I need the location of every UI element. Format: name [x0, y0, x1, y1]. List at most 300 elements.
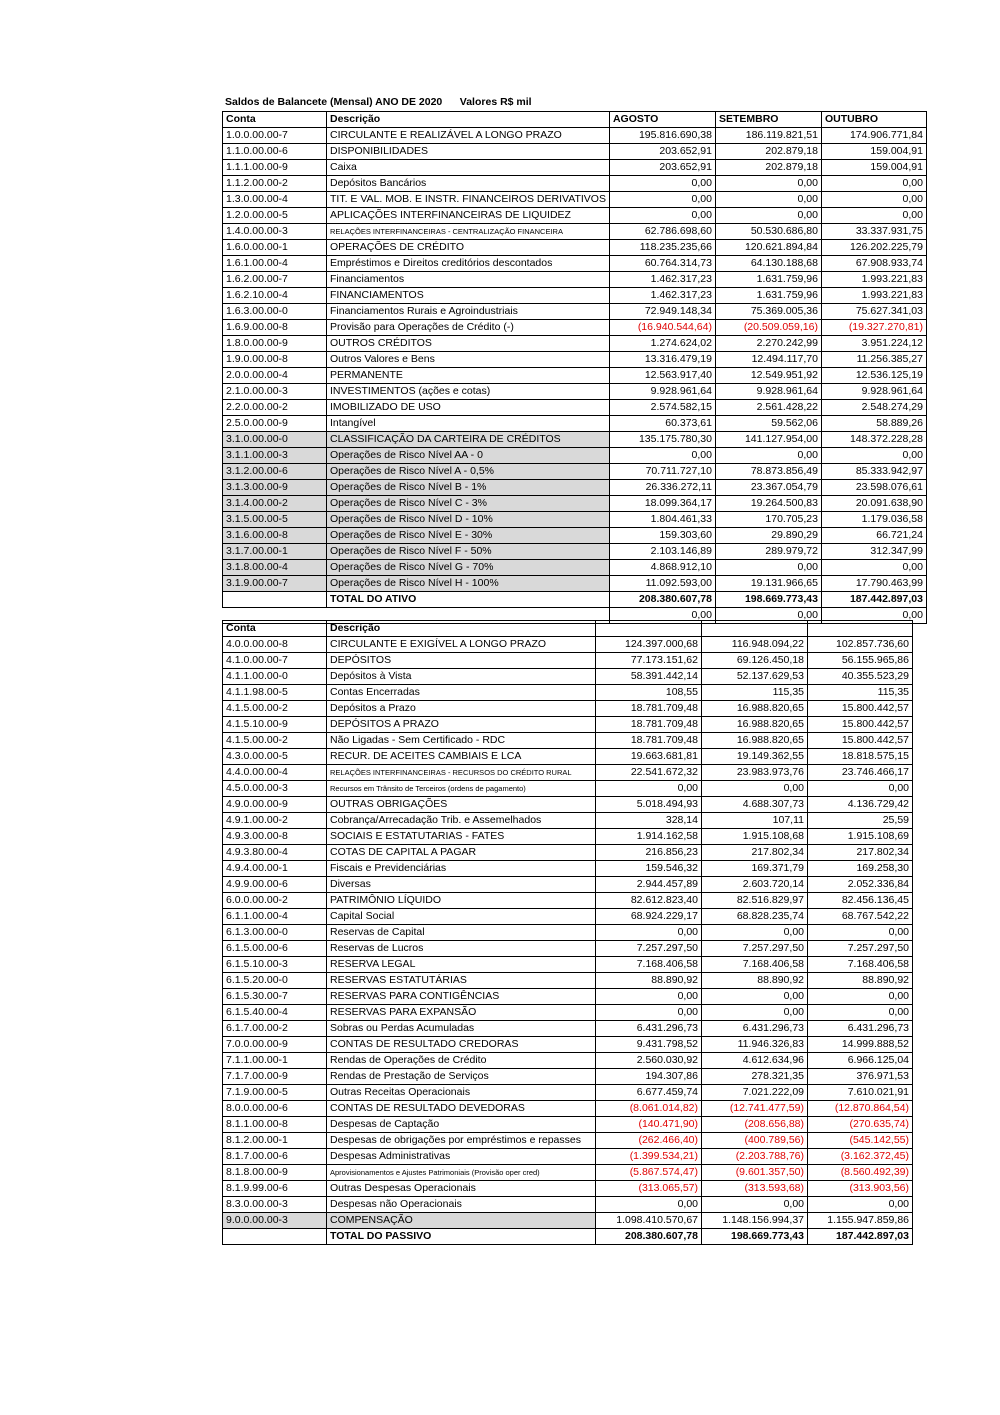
account-description: Fiscais e Previdenciárias [327, 861, 596, 877]
account-code: 8.0.0.00.00-6 [223, 1101, 327, 1117]
month-value: 0,00 [702, 1197, 808, 1213]
month-value: 115,35 [702, 685, 808, 701]
month-value: 68.828.235,74 [702, 909, 808, 925]
month-value: 60.764.314,73 [609, 256, 715, 272]
ativo-table [222, 111, 927, 624]
account-code [223, 592, 327, 608]
account-code: 4.1.1.98.00-5 [223, 685, 327, 701]
month-value: 12.563.917,40 [609, 368, 715, 384]
account-code: 4.9.9.00.00-6 [223, 877, 327, 893]
account-code: 8.1.9.99.00-6 [223, 1181, 327, 1197]
account-description: CONTAS DE RESULTADO CREDORAS [327, 1037, 596, 1053]
column-header: SETEMBRO [715, 112, 821, 128]
account-code: 7.1.7.00.00-9 [223, 1069, 327, 1085]
month-value: 16.988.820,65 [702, 701, 808, 717]
account-description: Outras Despesas Operacionais [327, 1181, 596, 1197]
account-code: 1.6.1.00.00-4 [223, 256, 327, 272]
column-header: Descrição [327, 621, 596, 637]
month-value: 23.746.466,17 [808, 765, 913, 781]
month-value: 7.168.406,58 [702, 957, 808, 973]
account-description: Depósitos Bancários [327, 176, 610, 192]
month-value: (12.870.864,54) [808, 1101, 913, 1117]
month-value: 115,35 [808, 685, 913, 701]
month-value: 25,59 [808, 813, 913, 829]
account-description: Aprovisionamentos e Ajustes Patrimoniais (Provisão oper cred) [327, 1165, 596, 1181]
account-description: RESERVAS ESTATUTÁRIAS [327, 973, 596, 989]
month-value: 19.663.681,81 [596, 749, 702, 765]
month-value: 58.889,26 [821, 416, 926, 432]
table-row [223, 144, 927, 160]
table-row [223, 160, 927, 176]
account-description: Operações de Risco Nível B - 1% [327, 480, 610, 496]
table-row [223, 1037, 913, 1053]
account-description: PATRIMÔNIO LÍQUIDO [327, 893, 596, 909]
month-value: (1.399.534,21) [596, 1149, 702, 1165]
account-code: 4.4.0.00.00-4 [223, 765, 327, 781]
month-value: 1.462.317,23 [609, 288, 715, 304]
table-row [223, 717, 913, 733]
month-value: 2.561.428,22 [715, 400, 821, 416]
month-value: (270.635,74) [808, 1117, 913, 1133]
account-description: OUTROS CRÉDITOS [327, 336, 610, 352]
month-value: 1.462.317,23 [609, 272, 715, 288]
month-value: 1.274.624,02 [609, 336, 715, 352]
account-code: 1.2.0.00.00-5 [223, 208, 327, 224]
table-row [223, 352, 927, 368]
account-description: RELAÇÕES INTERFINANCEIRAS - CENTRALIZAÇÃO FINANCEIRA [327, 224, 610, 240]
account-code: 4.0.0.00.00-8 [223, 637, 327, 653]
table-row [223, 496, 927, 512]
month-value: 1.179.036,58 [821, 512, 926, 528]
month-value: 13.316.479,19 [609, 352, 715, 368]
account-code: 1.9.0.00.00-8 [223, 352, 327, 368]
month-value: 195.816.690,38 [609, 128, 715, 144]
month-value: 26.336.272,11 [609, 480, 715, 496]
month-value: 0,00 [715, 448, 821, 464]
table-row [223, 749, 913, 765]
account-code: 1.6.0.00.00-1 [223, 240, 327, 256]
month-value: 68.767.542,22 [808, 909, 913, 925]
column-header: Descrição [327, 112, 610, 128]
month-value: 11.946.326,83 [702, 1037, 808, 1053]
month-value: 1.631.759,96 [715, 288, 821, 304]
account-description: APLICAÇÕES INTERFINANCEIRAS DE LIQUIDEZ [327, 208, 610, 224]
table-row [223, 989, 913, 1005]
account-code: 1.1.2.00.00-2 [223, 176, 327, 192]
table-row [223, 925, 913, 941]
account-code: 4.1.5.10.00-9 [223, 717, 327, 733]
month-value: 0,00 [609, 208, 715, 224]
month-value: 0,00 [609, 448, 715, 464]
month-value: 88.890,92 [808, 973, 913, 989]
month-value: 11.092.593,00 [609, 576, 715, 592]
month-value: (545.142,55) [808, 1133, 913, 1149]
month-value: 6.966.125,04 [808, 1053, 913, 1069]
account-description: Operações de Risco Nível AA - 0 [327, 448, 610, 464]
table-row [223, 765, 913, 781]
month-value: 0,00 [808, 1197, 913, 1213]
table-row [223, 637, 913, 653]
table-row [223, 432, 927, 448]
account-description: Recursos em Trânsito de Terceiros (ordens de pagamento) [327, 781, 596, 797]
month-value: 1.098.410.570,67 [596, 1213, 702, 1229]
month-value: 159.546,32 [596, 861, 702, 877]
account-code: 1.6.2.10.00-4 [223, 288, 327, 304]
account-description: Despesas Administrativas [327, 1149, 596, 1165]
table-row [223, 1053, 913, 1069]
account-code: 3.1.4.00.00-2 [223, 496, 327, 512]
account-code: 6.1.5.40.00-4 [223, 1005, 327, 1021]
month-value: 19.149.362,55 [702, 749, 808, 765]
table-row [223, 304, 927, 320]
month-value: 60.373,61 [609, 416, 715, 432]
account-code: 3.1.8.00.00-4 [223, 560, 327, 576]
month-value: 202.879,18 [715, 144, 821, 160]
difference-value: 0,00 [821, 608, 926, 624]
month-value: 82.612.823,40 [596, 893, 702, 909]
difference-value: 0,00 [609, 608, 715, 624]
table-row [223, 128, 927, 144]
month-value: 1.914.162,58 [596, 829, 702, 845]
account-description: Não Ligadas - Sem Certificado - RDC [327, 733, 596, 749]
month-value: (313.903,56) [808, 1181, 913, 1197]
table-row [223, 669, 913, 685]
table-row [223, 464, 927, 480]
month-value: 0,00 [808, 781, 913, 797]
account-description: Depósitos a Prazo [327, 701, 596, 717]
table-row [223, 336, 927, 352]
account-description: Operações de Risco Nível H - 100% [327, 576, 610, 592]
account-description: CIRCULANTE E REALIZÁVEL A LONGO PRAZO [327, 128, 610, 144]
month-value: 107,11 [702, 813, 808, 829]
month-value: 7.168.406,58 [596, 957, 702, 973]
account-description: CIRCULANTE E EXIGÍVEL A LONGO PRAZO [327, 637, 596, 653]
column-header: OUTUBRO [821, 112, 926, 128]
month-value: 0,00 [596, 989, 702, 1005]
table-row [223, 733, 913, 749]
month-value: 20.091.638,90 [821, 496, 926, 512]
month-value: 1.804.461,33 [609, 512, 715, 528]
column-header: Conta [223, 621, 327, 637]
month-value: 29.890,29 [715, 528, 821, 544]
account-description: Despesas não Operacionais [327, 1197, 596, 1213]
month-value: 0,00 [821, 560, 926, 576]
month-value: (8.560.492,39) [808, 1165, 913, 1181]
month-value: 4.612.634,96 [702, 1053, 808, 1069]
table-row [223, 176, 927, 192]
table-row [223, 1197, 913, 1213]
month-value: (2.203.788,76) [702, 1149, 808, 1165]
month-value: 6.431.296,73 [808, 1021, 913, 1037]
month-value: 18.781.709,48 [596, 733, 702, 749]
account-code: 4.1.5.00.00-2 [223, 701, 327, 717]
month-value: 1.993.221,83 [821, 272, 926, 288]
account-description: Operações de Risco Nível G - 70% [327, 560, 610, 576]
month-value: (313.065,57) [596, 1181, 702, 1197]
table-row [223, 1085, 913, 1101]
passivo-table [222, 620, 913, 1245]
account-code: 1.8.0.00.00-9 [223, 336, 327, 352]
month-value: 22.541.672,32 [596, 765, 702, 781]
month-value: 82.456.136,45 [808, 893, 913, 909]
month-value: 2.548.274,29 [821, 400, 926, 416]
month-value: 18.781.709,48 [596, 701, 702, 717]
account-description: INVESTIMENTOS (ações e cotas) [327, 384, 610, 400]
account-description: RECUR. DE ACEITES CAMBIAIS E LCA [327, 749, 596, 765]
month-value: (8.061.014,82) [596, 1101, 702, 1117]
month-value: 3.951.224,12 [821, 336, 926, 352]
table-row [223, 941, 913, 957]
month-value: 0,00 [821, 176, 926, 192]
month-value: 18.099.364,17 [609, 496, 715, 512]
account-description: Rendas de Operações de Crédito [327, 1053, 596, 1069]
month-value: 0,00 [702, 1005, 808, 1021]
month-value: 70.711.727,10 [609, 464, 715, 480]
table-row [223, 528, 927, 544]
table-row [223, 272, 927, 288]
account-code: 4.1.1.00.00-0 [223, 669, 327, 685]
month-value: 0,00 [596, 1005, 702, 1021]
account-description: Sobras ou Perdas Acumuladas [327, 1021, 596, 1037]
account-code: 3.1.3.00.00-9 [223, 480, 327, 496]
month-value: 0,00 [609, 192, 715, 208]
month-value: 0,00 [821, 192, 926, 208]
month-value: 198.669.773,43 [715, 592, 821, 608]
account-code: 3.1.9.00.00-7 [223, 576, 327, 592]
account-code: 1.4.0.00.00-3 [223, 224, 327, 240]
month-value: 14.999.888,52 [808, 1037, 913, 1053]
account-description: Operações de Risco Nível E - 30% [327, 528, 610, 544]
table-row [223, 1005, 913, 1021]
table-row [223, 1181, 913, 1197]
table-row [223, 320, 927, 336]
month-value: 120.621.894,84 [715, 240, 821, 256]
month-value: 2.603.720,14 [702, 877, 808, 893]
column-header: Conta [223, 112, 327, 128]
month-value: (140.471,90) [596, 1117, 702, 1133]
account-code: 4.1.0.00.00-7 [223, 653, 327, 669]
month-value: 0,00 [821, 208, 926, 224]
month-value: (262.466,40) [596, 1133, 702, 1149]
month-value: 0,00 [596, 1197, 702, 1213]
table-row [223, 829, 913, 845]
month-value: 2.560.030,92 [596, 1053, 702, 1069]
month-value: 88.890,92 [596, 973, 702, 989]
month-value: 159.004,91 [821, 160, 926, 176]
month-value: 75.627.341,03 [821, 304, 926, 320]
account-code [223, 1229, 327, 1245]
month-value: 217.802,34 [702, 845, 808, 861]
month-value: 4.688.307,73 [702, 797, 808, 813]
month-value: 9.928.961,64 [821, 384, 926, 400]
table-row [223, 845, 913, 861]
table-row [223, 685, 913, 701]
account-code: 4.9.3.00.00-8 [223, 829, 327, 845]
account-code: 3.1.2.00.00-6 [223, 464, 327, 480]
table-row [223, 861, 913, 877]
month-value: 208.380.607,78 [609, 592, 715, 608]
table-row [223, 1101, 913, 1117]
table-row [223, 653, 913, 669]
month-value: 2.270.242,99 [715, 336, 821, 352]
month-value: 102.857.736,60 [808, 637, 913, 653]
account-code: 1.0.0.00.00-7 [223, 128, 327, 144]
month-value: 198.669.773,43 [702, 1229, 808, 1245]
account-code: 4.9.0.00.00-9 [223, 797, 327, 813]
header-row [223, 112, 927, 128]
table-row [223, 256, 927, 272]
month-value: 2.052.336,84 [808, 877, 913, 893]
account-description: Financiamentos Rurais e Agroindustriais [327, 304, 610, 320]
month-value: 1.155.947.859,86 [808, 1213, 913, 1229]
account-code: 3.1.7.00.00-1 [223, 544, 327, 560]
month-value: 9.431.798,52 [596, 1037, 702, 1053]
month-value: (16.940.544,64) [609, 320, 715, 336]
month-value: 77.173.151,62 [596, 653, 702, 669]
month-value: 0,00 [702, 989, 808, 1005]
month-value: 0,00 [808, 1005, 913, 1021]
account-code: 3.1.5.00.00-5 [223, 512, 327, 528]
table-row [223, 416, 927, 432]
account-description: TIT. E VAL. MOB. E INSTR. FINANCEIROS DERIVATIVOS [327, 192, 610, 208]
table-row [223, 797, 913, 813]
column-header [596, 621, 702, 637]
table-row [223, 288, 927, 304]
month-value: (19.327.270,81) [821, 320, 926, 336]
account-description: Operações de Risco Nível A - 0,5% [327, 464, 610, 480]
month-value: 7.021.222,09 [702, 1085, 808, 1101]
account-description: Provisão para Operações de Crédito (-) [327, 320, 610, 336]
month-value: 169.371,79 [702, 861, 808, 877]
month-value: 108,55 [596, 685, 702, 701]
table-row [223, 1165, 913, 1181]
account-code: 3.1.1.00.00-3 [223, 448, 327, 464]
table-row [223, 909, 913, 925]
month-value: 6.431.296,73 [596, 1021, 702, 1037]
account-code: 8.1.2.00.00-1 [223, 1133, 327, 1149]
month-value: 17.790.463,99 [821, 576, 926, 592]
account-code: 1.1.0.00.00-6 [223, 144, 327, 160]
account-code: 4.9.3.80.00-4 [223, 845, 327, 861]
month-value: 58.391.442,14 [596, 669, 702, 685]
month-value: 7.257.297,50 [596, 941, 702, 957]
month-value: 52.137.629,53 [702, 669, 808, 685]
month-value: 40.355.523,29 [808, 669, 913, 685]
table-row [223, 1133, 913, 1149]
account-description: Outras Receitas Operacionais [327, 1085, 596, 1101]
account-code: 6.0.0.00.00-2 [223, 893, 327, 909]
month-value: 186.119.821,51 [715, 128, 821, 144]
month-value: 202.879,18 [715, 160, 821, 176]
month-value: 203.652,91 [609, 144, 715, 160]
month-value: 0,00 [596, 925, 702, 941]
month-value: 0,00 [715, 176, 821, 192]
month-value: 19.131.966,65 [715, 576, 821, 592]
account-code: 4.5.0.00.00-3 [223, 781, 327, 797]
month-value: 148.372.228,28 [821, 432, 926, 448]
account-code: 4.9.1.00.00-2 [223, 813, 327, 829]
month-value: 1.993.221,83 [821, 288, 926, 304]
account-description: CLASSIFICAÇÃO DA CARTEIRA DE CRÉDITOS [327, 432, 610, 448]
month-value: 5.018.494,93 [596, 797, 702, 813]
month-value: 75.369.005,36 [715, 304, 821, 320]
table-row [223, 973, 913, 989]
month-value: 174.906.771,84 [821, 128, 926, 144]
page-title [225, 96, 532, 108]
account-code: 1.3.0.00.00-4 [223, 192, 327, 208]
month-value: 6.677.459,74 [596, 1085, 702, 1101]
account-code: 6.1.5.20.00-0 [223, 973, 327, 989]
month-value: 9.928.961,64 [715, 384, 821, 400]
account-code: 1.1.1.00.00-9 [223, 160, 327, 176]
account-description: DEPÓSITOS [327, 653, 596, 669]
month-value: 33.337.931,75 [821, 224, 926, 240]
account-code: 2.2.0.00.00-2 [223, 400, 327, 416]
account-code: 8.1.1.00.00-8 [223, 1117, 327, 1133]
account-description: Rendas de Prestação de Serviços [327, 1069, 596, 1085]
account-code: 4.9.4.00.00-1 [223, 861, 327, 877]
table-row [223, 877, 913, 893]
month-value: 159.303,60 [609, 528, 715, 544]
account-code: 8.1.8.00.00-9 [223, 1165, 327, 1181]
table-row [223, 1229, 913, 1245]
month-value: 1.915.108,68 [702, 829, 808, 845]
month-value: 4.136.729,42 [808, 797, 913, 813]
account-description: Despesas de Captação [327, 1117, 596, 1133]
month-value: 2.574.582,15 [609, 400, 715, 416]
table-row [223, 1213, 913, 1229]
account-description: Reservas de Capital [327, 925, 596, 941]
month-value: 1.915.108,69 [808, 829, 913, 845]
account-description: CONTAS DE RESULTADO DEVEDORAS [327, 1101, 596, 1117]
account-code: 6.1.3.00.00-0 [223, 925, 327, 941]
account-description: Capital Social [327, 909, 596, 925]
month-value: 216.856,23 [596, 845, 702, 861]
month-value: 50.530.686,80 [715, 224, 821, 240]
month-value: 12.549.951,92 [715, 368, 821, 384]
column-header [808, 621, 913, 637]
account-description: Operações de Risco Nível C - 3% [327, 496, 610, 512]
account-description: OPERAÇÕES DE CRÉDITO [327, 240, 610, 256]
account-code: 1.6.2.00.00-7 [223, 272, 327, 288]
account-code: 1.6.9.00.00-8 [223, 320, 327, 336]
table-row [223, 544, 927, 560]
table-row [223, 448, 927, 464]
account-description: Cobrança/Arrecadação Trib. e Assemelhados [327, 813, 596, 829]
account-description: DEPÓSITOS A PRAZO [327, 717, 596, 733]
difference-value: 0,00 [715, 608, 821, 624]
account-code: 7.0.0.00.00-9 [223, 1037, 327, 1053]
month-value: 159.004,91 [821, 144, 926, 160]
month-value: 12.494.117,70 [715, 352, 821, 368]
table-row [223, 893, 913, 909]
month-value: (9.601.357,50) [702, 1165, 808, 1181]
month-value: 16.988.820,65 [702, 717, 808, 733]
month-value: 67.908.933,74 [821, 256, 926, 272]
account-description: COTAS DE CAPITAL A PAGAR [327, 845, 596, 861]
month-value: (12.741.477,59) [702, 1101, 808, 1117]
table-row [223, 368, 927, 384]
account-description: RESERVAS PARA CONTIGÊNCIAS [327, 989, 596, 1005]
table-row [223, 576, 927, 592]
table-row [223, 592, 927, 608]
month-value: 328,14 [596, 813, 702, 829]
account-description: RESERVAS PARA EXPANSÃO [327, 1005, 596, 1021]
table-row [223, 957, 913, 973]
table-row [223, 1021, 913, 1037]
table-row [223, 1069, 913, 1085]
table-row [223, 560, 927, 576]
